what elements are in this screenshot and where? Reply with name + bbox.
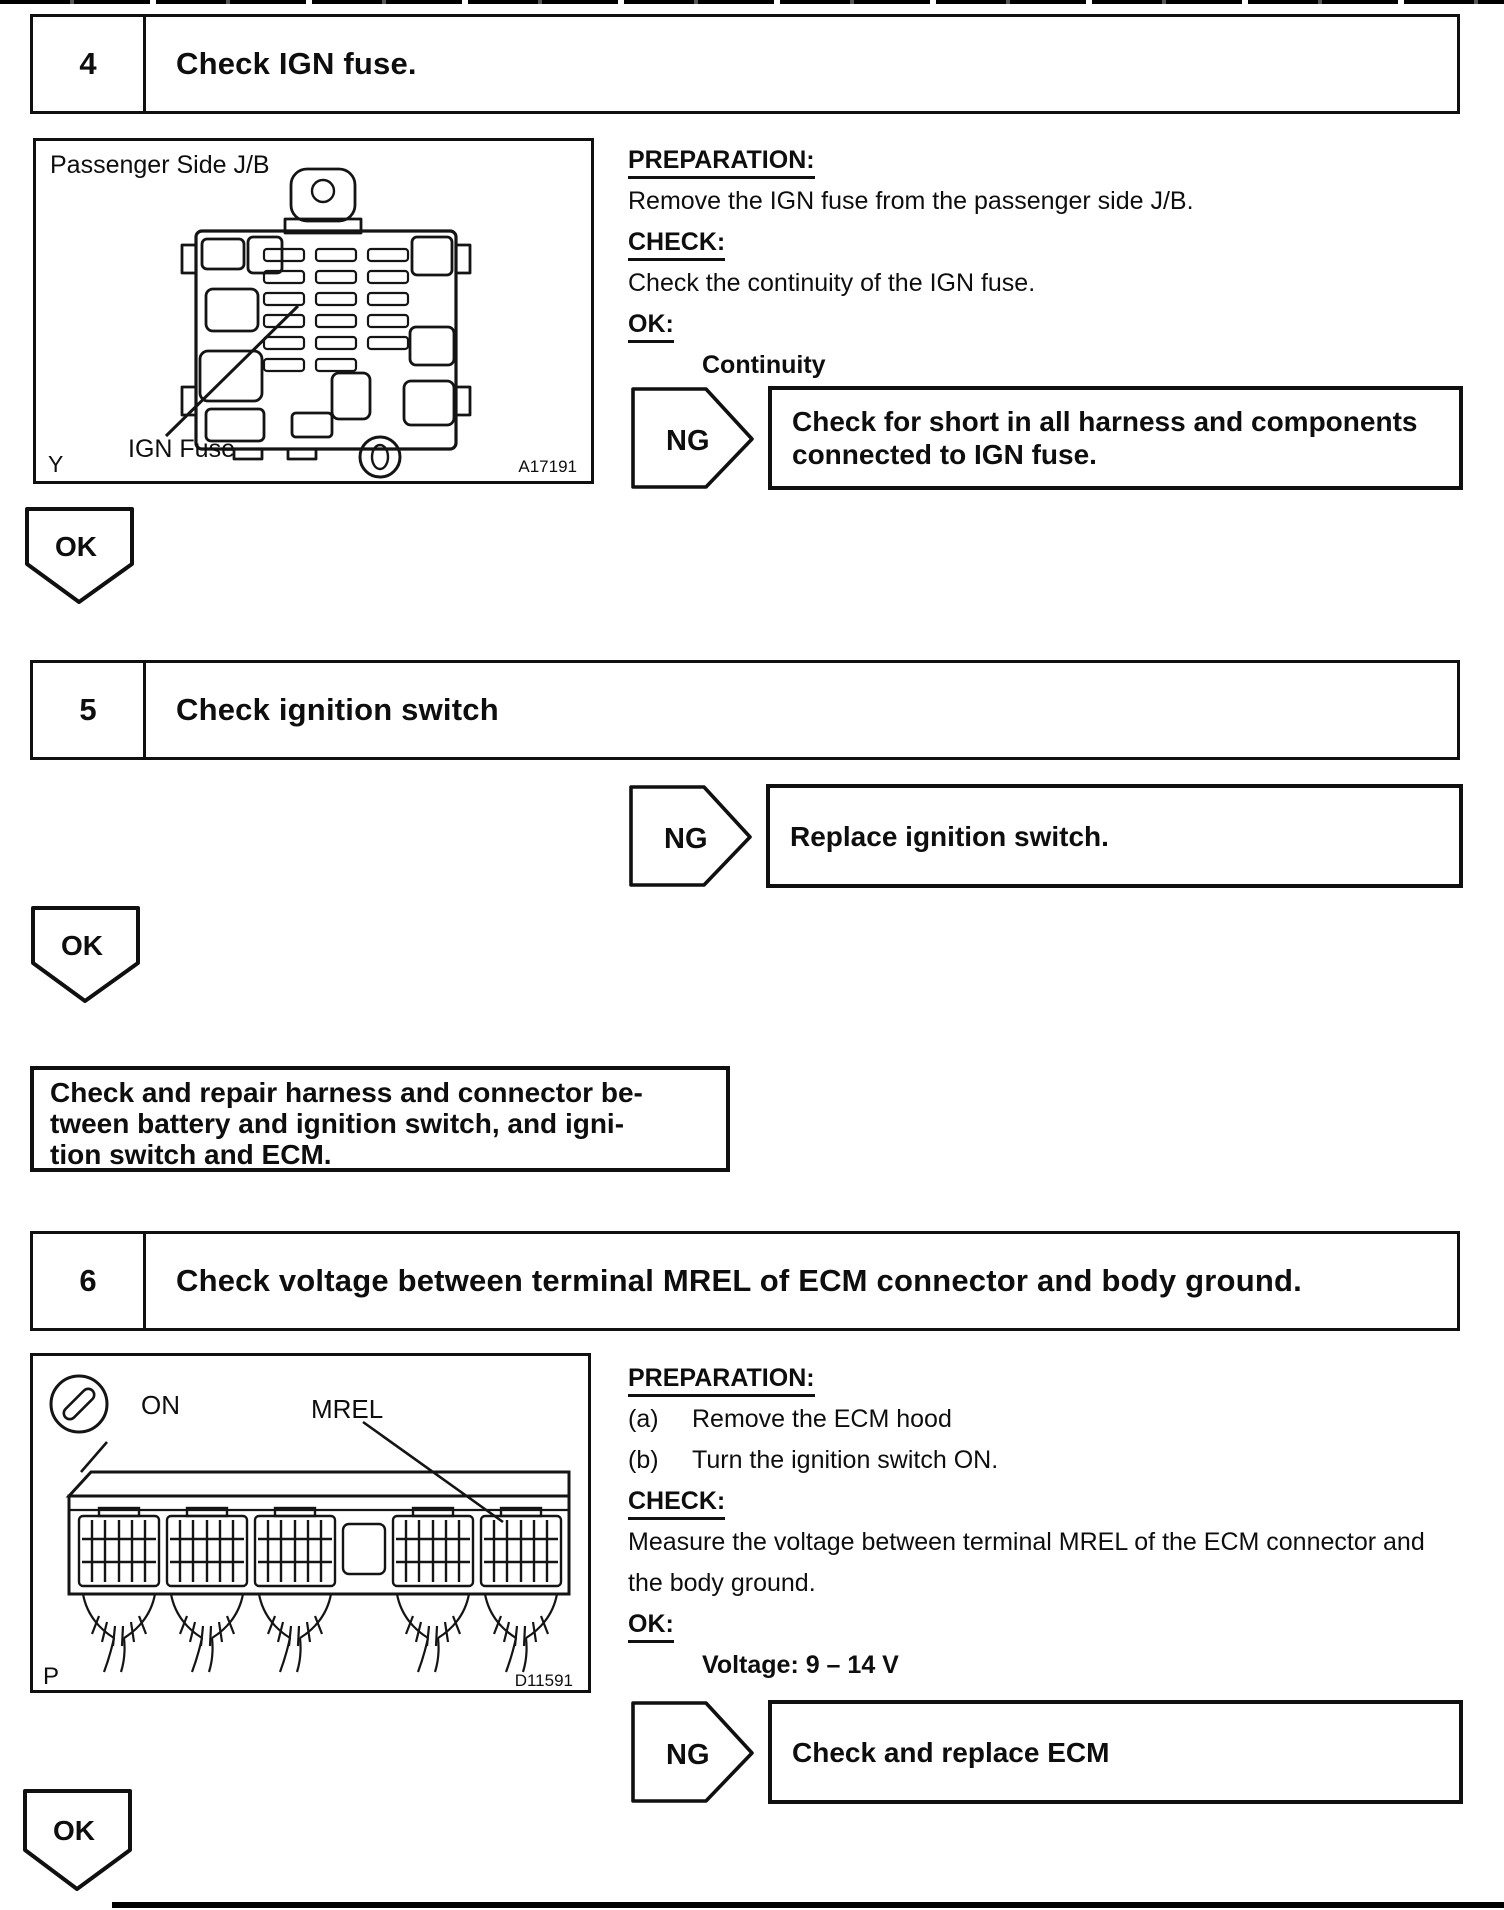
step5-header [30,660,1460,760]
repair-action-line: tion switch and ECM. [50,1139,332,1170]
preparation-heading: PREPARATION: [628,1358,1463,1399]
check-text: Measure the voltage between terminal MREL of the ECM connector and the body ground. [628,1528,1425,1597]
scan-artifact-bottom [112,1902,1504,1908]
check-heading: CHECK: [628,222,1463,263]
step6-ng-row [630,1700,1463,1804]
step4-details [628,140,1463,386]
mrel-terminal-label: MREL [311,1394,384,1424]
step6-title: Check voltage between terminal MREL of ECM connector and body ground. [176,1263,1302,1298]
step6-details [628,1358,1463,1686]
step5-ok-connector [30,905,142,1005]
step5-ng-action-box [766,784,1463,888]
step4-ng-row [630,386,1463,490]
ng-label: NG [664,823,708,855]
step4-number: 4 [33,17,146,111]
step4-title: Check IGN fuse. [176,46,417,81]
ok-label: OK [55,531,97,562]
step4-ok-connector [24,506,136,606]
ng-arrow-shape [630,386,756,490]
check-text: Check the continuity of the IGN fuse. [628,269,1036,297]
step5-title: Check ignition switch [176,692,499,727]
ng-label: NG [666,425,710,457]
figure-code: D11591 [514,1671,573,1690]
ok-heading: OK: [628,1604,1463,1645]
ng-arrow-shape [630,1700,756,1804]
step6-ok-connector [22,1788,134,1893]
check-heading: CHECK: [628,1481,1463,1522]
preparation-heading: PREPARATION: [628,140,1463,181]
ok-value: Continuity [702,351,826,379]
step6-ng-action-box [768,1700,1463,1804]
figure-passenger-side-jb [33,138,594,484]
ng-action-line: Replace ignition switch. [790,820,1109,852]
figure-corner-mark: P [43,1663,60,1690]
ng-action-line: connected to IGN fuse. [792,439,1097,470]
scan-artifact-top [0,0,1504,4]
ok-label: OK [61,930,103,961]
ign-fuse-label: IGN Fuse [128,435,235,463]
step4-ng-action-box [768,386,1463,490]
step5-ng-row [628,784,1463,888]
step5-number: 5 [33,663,146,757]
preparation-item-b: (b) Turn the ignition switch ON. [628,1446,999,1474]
preparation-text: Remove the IGN fuse from the passenger side J/B. [628,187,1194,215]
figure-corner-mark: Y [48,451,64,477]
preparation-item-a: (a) Remove the ECM hood [628,1405,952,1433]
figure-caption: Passenger Side J/B [50,151,270,179]
ecm-connector-diagram [33,1356,588,1690]
ignition-state-label: ON [141,1390,180,1420]
figure-code: A17191 [518,457,577,476]
ng-arrow-shape [628,784,754,888]
ng-action-line: Check and replace ECM [792,1736,1110,1768]
junction-box-diagram [36,141,591,481]
step4-header [30,14,1460,114]
figure-ecm-connector [30,1353,591,1693]
step6-number: 6 [33,1234,146,1328]
harness-repair-action-box [30,1066,730,1172]
ng-label: NG [666,1739,710,1771]
ok-label: OK [53,1815,95,1846]
repair-action-line: tween battery and ignition switch, and igni- [50,1108,625,1139]
ok-value: Voltage: 9 – 14 V [702,1651,899,1679]
step6-header [30,1231,1460,1331]
ok-heading: OK: [628,304,1463,345]
repair-action-line: Check and repair harness and connector be- [50,1077,643,1108]
ng-action-line: Check for short in all harness and components [792,406,1418,437]
